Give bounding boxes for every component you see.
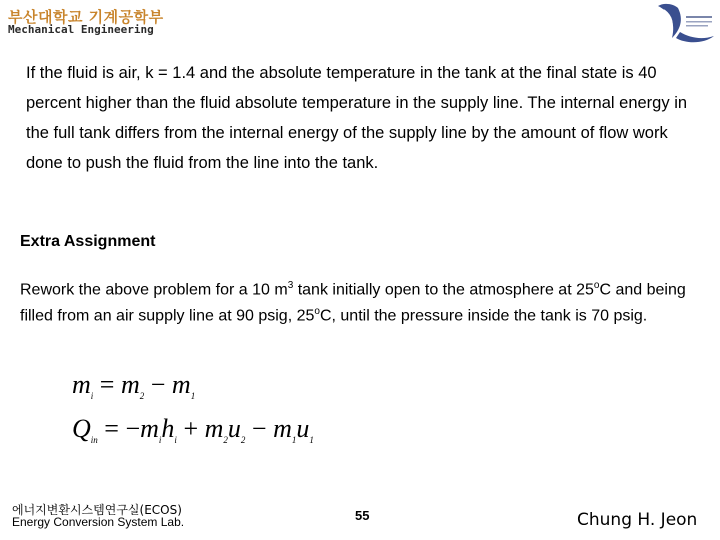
eq2-lhs-sub: in	[90, 435, 98, 445]
eq2-minus: −	[245, 414, 274, 443]
para2-part-a: Rework the above problem for a 10 m	[20, 281, 288, 299]
lab-name-korean: 에너지변환시스템연구실(ECOS)	[12, 503, 182, 517]
eq2-term2b-sub: 2	[240, 435, 246, 445]
eq2-term3a-sub: 1	[291, 435, 297, 445]
energy-balance-equation	[72, 414, 314, 458]
eq1-term1-sub: 2	[139, 391, 145, 401]
equation-block	[72, 370, 314, 458]
eq1-term2-sub: 1	[190, 391, 196, 401]
eq2-term1a-sub: i	[158, 435, 162, 445]
eq1-term1: m	[120, 370, 140, 399]
eq2-term3b: u	[296, 414, 310, 443]
para2-sup-3: o	[314, 306, 320, 318]
lab-name-english: Energy Conversion System Lab.	[12, 515, 185, 529]
para2-sup-1: 3	[287, 280, 294, 291]
header-title-english: Mechanical Engineering	[8, 23, 154, 36]
para2-sup-2: o	[593, 280, 600, 291]
para2-part-b: tank initially open to the atmosphere at 25	[293, 281, 594, 299]
eq2-lhs: Q	[72, 414, 91, 443]
eq2-term2b: u	[227, 414, 241, 443]
mass-balance-equation	[72, 370, 314, 414]
header-title-korean: 부산대학교 기계공학부	[8, 8, 164, 26]
eq2-term2a-sub: 2	[223, 435, 228, 445]
eq2-term2a: m	[204, 414, 224, 443]
eq2-term1b-sub: i	[174, 435, 177, 445]
university-emblem-icon	[650, 2, 716, 46]
eq2-plus: +	[176, 414, 205, 443]
eq2-equals: = −	[97, 414, 141, 443]
eq2-term3b-sub: 1	[309, 435, 314, 445]
page-number: 55	[355, 508, 370, 523]
extra-assignment-paragraph	[20, 275, 710, 328]
eq1-term2: m	[171, 370, 191, 399]
eq1-minus: −	[144, 370, 172, 399]
eq1-lhs: m	[72, 370, 91, 399]
para2-part-c: C and being filled from an air supply line at 90 psig, 25	[20, 281, 686, 325]
para2-part-d: C, until the pressure inside the tank is 70 psig.	[319, 307, 648, 325]
eq2-term1b: h	[161, 414, 175, 443]
eq1-equals: =	[93, 370, 121, 399]
eq2-term1a: m	[140, 414, 159, 443]
extra-assignment-heading: Extra Assignment	[20, 233, 156, 250]
problem-paragraph: If the fluid is air, k = 1.4 and the absolute temperature in the tank at the final state is 40 percent higher than the fluid absolute temperature in the supply line. The internal energy in the full tank differs from the internal energy of the supply line by the amount of flow work done to push the fluid from the line into the tank.	[26, 64, 688, 172]
eq2-term3a: m	[273, 414, 292, 443]
eq1-lhs-sub: i	[90, 391, 94, 401]
author-name: Chung H. Jeon	[577, 510, 698, 530]
